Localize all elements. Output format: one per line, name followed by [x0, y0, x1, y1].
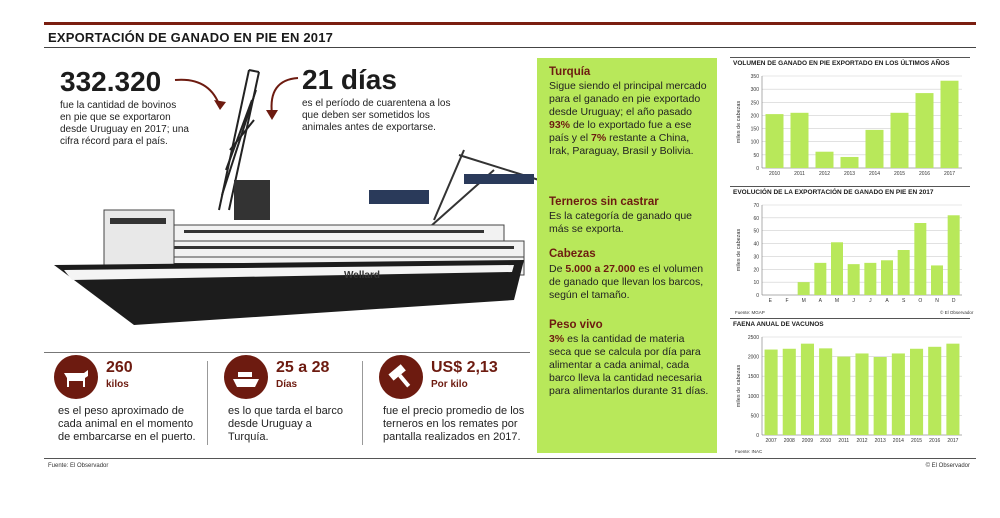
- credit-note: © El Observador: [925, 463, 970, 469]
- cow-icon: [54, 355, 98, 399]
- y-axis-label: miles de cabezas: [736, 100, 742, 144]
- bar: [816, 152, 834, 168]
- x-tick-label: 2008: [783, 438, 795, 444]
- chart-rule: [730, 57, 970, 58]
- bar: [928, 347, 941, 435]
- stat-value: 25 a 28: [276, 359, 330, 376]
- y-tick-label: 100: [750, 139, 759, 146]
- stat-price: [369, 353, 534, 448]
- y-tick-label: 20: [753, 267, 759, 274]
- y-axis-label: miles de cabezas: [736, 228, 742, 272]
- x-tick-label: J: [869, 298, 872, 304]
- x-tick-label: 2017: [943, 171, 956, 177]
- bar: [881, 260, 893, 295]
- y-tick-label: 70: [753, 203, 759, 209]
- x-tick-label: 2011: [838, 438, 850, 444]
- stat-unit: Por kilo: [431, 379, 468, 390]
- y-tick-label: 60: [753, 215, 759, 222]
- y-tick-label: 0: [756, 166, 759, 172]
- bar: [783, 349, 796, 435]
- x-tick-label: M: [801, 298, 806, 304]
- chart-title: VOLUMEN DE GANADO EN PIE EXPORTADO EN LOS ÚLTIMOS AÑOS: [733, 60, 950, 67]
- highlight-number-exports: 332.320: [60, 66, 162, 97]
- y-tick-label: 150: [750, 126, 759, 133]
- x-tick-label: 2010: [768, 171, 781, 177]
- x-tick-label: F: [785, 298, 789, 304]
- x-tick-label: S: [901, 298, 906, 304]
- y-tick-label: 1500: [747, 374, 759, 381]
- bar: [941, 81, 959, 168]
- y-tick-label: 0: [756, 433, 759, 439]
- bar: [898, 250, 910, 295]
- x-tick-label: D: [951, 298, 956, 304]
- chart-title: FAENA ANUAL DE VACUNOS: [733, 321, 824, 328]
- y-tick-label: 2000: [747, 354, 759, 361]
- y-tick-label: 1000: [747, 393, 759, 400]
- x-tick-label: 2013: [874, 438, 886, 444]
- x-tick-label: 2009: [801, 438, 814, 444]
- bar: [891, 113, 909, 168]
- bar: [946, 344, 959, 435]
- ship-icon: [224, 355, 268, 399]
- bar: [916, 93, 934, 168]
- x-tick-label: 2013: [843, 171, 856, 177]
- panel-heading: Peso vivo: [549, 319, 603, 331]
- x-tick-label: E: [768, 298, 773, 304]
- bar: [931, 265, 943, 295]
- chart-rule: [730, 186, 970, 187]
- x-tick-label: 2015: [910, 438, 923, 444]
- bar: [948, 215, 960, 295]
- header-rule: [44, 47, 976, 48]
- bar: [837, 357, 850, 435]
- bar: [866, 130, 884, 168]
- panel-heading: Cabezas: [549, 248, 596, 260]
- x-tick-label: 2017: [947, 438, 959, 444]
- panel-text-weight: 3% es la cantidad de materia seca que se calcula por día para alimentar a cada animal, cada barco lleva la cantidad necesaria para alimentarlos durante 31 días.: [549, 333, 709, 397]
- x-tick-label: 2016: [918, 171, 931, 177]
- bar: [791, 113, 809, 168]
- x-tick-label: 2012: [818, 171, 831, 177]
- y-tick-label: 500: [750, 413, 759, 420]
- chart-evolution: [730, 199, 970, 309]
- x-tick-label: 2015: [893, 171, 906, 177]
- bar: [766, 114, 784, 168]
- x-tick-label: 2010: [820, 438, 832, 444]
- bar: [798, 282, 810, 295]
- x-tick-label: A: [818, 298, 823, 304]
- panel-text-calves: Es la categoría de ganado que más se exporta.: [549, 210, 693, 235]
- panel-heading: Turquía: [549, 66, 591, 78]
- bar: [874, 357, 887, 435]
- x-tick-label: M: [834, 298, 840, 304]
- highlight-text-quarantine: es el período de cuarentena a los que deben ser sometidos los animales antes de exportarse.: [302, 98, 451, 133]
- stat-value: US$ 2,13: [431, 359, 498, 376]
- arrow-icon: [170, 72, 230, 112]
- bar: [855, 353, 868, 435]
- bar: [814, 263, 826, 295]
- x-tick-label: 2012: [856, 438, 868, 444]
- x-tick-label: O: [918, 298, 923, 304]
- y-tick-label: 250: [750, 100, 759, 107]
- x-tick-label: A: [885, 298, 889, 304]
- stat-value: 260: [106, 359, 133, 376]
- chart-title: EVOLUCIÓN DE LA EXPORTACIÓN DE GANADO EN PIE EN 2017: [733, 189, 934, 196]
- y-axis-label: miles de cabezas: [736, 364, 742, 408]
- y-tick-label: 200: [750, 113, 759, 120]
- y-tick-label: 30: [753, 254, 759, 261]
- bar: [801, 344, 814, 435]
- highlight-number-quarantine: 21 días: [302, 64, 397, 95]
- x-tick-label: 2011: [794, 171, 805, 177]
- y-tick-label: 10: [753, 280, 759, 287]
- x-tick-label: N: [935, 298, 939, 304]
- chart-volume: [730, 70, 970, 185]
- y-tick-label: 40: [753, 241, 759, 248]
- bar: [831, 242, 843, 295]
- x-tick-label: 2007: [765, 438, 777, 444]
- x-tick-label: 2014: [892, 438, 904, 444]
- bar: [892, 353, 905, 435]
- chart-source: Fuente: INAC: [735, 449, 763, 454]
- stat-description: es el peso aproximado de cada animal en el momento de embarcarse en el puerto.: [58, 405, 196, 443]
- stat-divider: [362, 361, 363, 445]
- gavel-icon: [379, 355, 423, 399]
- bar: [914, 223, 926, 295]
- panel-text-turkey: Sigue siendo el principal mercado para el ganado en pie exportado desde Uruguay; el año pasado 93% de lo exportado fue a ese país y el 7% restante a China, Irak, Paraguay, Brasil y Bolivia.: [549, 80, 707, 157]
- stats-row: [44, 352, 530, 448]
- stat-divider: [207, 361, 208, 445]
- x-tick-label: 2016: [929, 438, 941, 444]
- chart-source: Fuente: MGAP: [735, 310, 765, 315]
- chart-slaughter: [730, 331, 970, 449]
- stat-description: fue el precio promedio de los terneros en los remates por pantalla realizados en 2017.: [383, 405, 525, 443]
- chart-credit: © El Observador: [940, 310, 974, 315]
- source-note: Fuente: El Observador: [48, 463, 109, 469]
- bar: [765, 350, 778, 435]
- top-rule: [44, 22, 976, 25]
- arrow-icon: [262, 74, 302, 124]
- y-tick-label: 350: [750, 74, 759, 80]
- panel-heading: Terneros sin castrar: [549, 196, 659, 208]
- ship-name: Wellard: [344, 270, 380, 281]
- stat-unit: kilos: [106, 379, 129, 390]
- y-tick-label: 2500: [747, 335, 759, 341]
- y-tick-label: 50: [753, 228, 759, 235]
- x-tick-label: 2014: [868, 171, 881, 177]
- y-tick-label: 0: [756, 293, 759, 299]
- bar: [910, 349, 923, 435]
- y-tick-label: 50: [753, 152, 759, 159]
- bar: [819, 348, 832, 435]
- y-tick-label: 300: [750, 87, 759, 94]
- stat-unit: Días: [276, 379, 298, 390]
- bar: [864, 263, 876, 295]
- bar: [848, 264, 860, 295]
- highlight-text-exports: fue la cantidad de bovinos en pie que se exportaron desde Uruguay en 2017; una cifra récord para el país.: [60, 100, 189, 147]
- panel-text-heads: De 5.000 a 27.000 es el volumen de ganado que llevan los barcos, según el tamaño.: [549, 263, 704, 301]
- page-title: EXPORTACIÓN DE GANADO EN PIE EN 2017: [48, 30, 334, 45]
- info-panel: [537, 58, 717, 453]
- stat-weight: [44, 353, 204, 448]
- x-tick-label: J: [852, 298, 855, 304]
- chart-rule: [730, 318, 970, 319]
- bottom-rule: [44, 458, 976, 459]
- stat-description: es lo que tarda el barco desde Uruguay a Turquía.: [228, 405, 343, 443]
- stat-travel-time: [214, 353, 359, 448]
- bar: [841, 157, 859, 168]
